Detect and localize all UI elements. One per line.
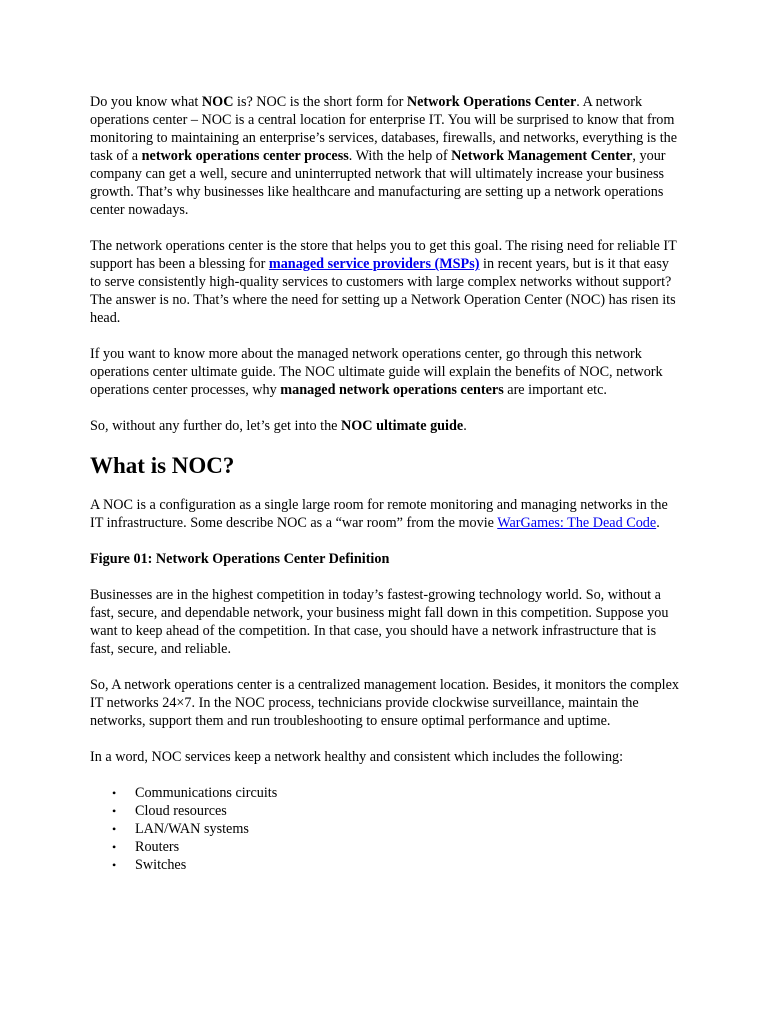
bullet-icon: • [112, 822, 117, 836]
competition-paragraph: Businesses are in the highest competition in today’s fastest-growing technology world. So, without a fast, secure, and dependable network, your business might fall down in this competition. Suppose you want to keep ahead of the competition. In that case, you should have a network infrastructure that is fast, secure, and reliable. [90, 587, 669, 657]
section-heading: What is NOC? [90, 453, 235, 478]
bold-term: Network Management Center [451, 148, 633, 164]
list-item [90, 820, 680, 838]
list-item [90, 838, 680, 856]
bullet-icon: • [112, 804, 117, 818]
list-item-text: Routers [135, 839, 180, 855]
bold-term: NOC ultimate guide [341, 418, 464, 434]
list-item-text: LAN/WAN systems [135, 821, 249, 837]
text-span: are important etc. [503, 382, 607, 398]
bullet-icon: • [112, 858, 117, 872]
text-span: in recent years, but is it that easy to serve consistently high-quality services to customers with large complex networks without support? The answer is no. That’s where the need for setting up a Network Operation Center (NOC) has risen its head. [90, 256, 676, 326]
services-intro-paragraph: In a word, NOC services keep a network healthy and consistent which includes the following: [90, 749, 624, 765]
list-item [90, 856, 680, 874]
definition-paragraph [90, 496, 680, 532]
text-span: is? NOC is the short form for [233, 94, 407, 110]
text-span: . With the help of [348, 148, 452, 164]
text-span: , your company can get a well, secure and uninterrupted network that will ultimately increase your business growth. That’s why businesses like healthcare and manufacturing are setting up a network operations center nowadays. [90, 148, 666, 218]
text-span: If you want to know more about the managed network operations center, go through this network operations center ultimate guide. The NOC ultimate guide will explain the benefits of NOC, network operations center processes, why [90, 346, 663, 398]
list-item [90, 784, 680, 802]
bold-term: managed network operations centers [280, 382, 504, 398]
document-body [90, 93, 680, 874]
wargames-link[interactable]: WarGames: The Dead Code [497, 515, 657, 531]
list-item-text: Cloud resources [135, 803, 227, 819]
list-item-text: Switches [135, 857, 187, 873]
lead-in-paragraph [90, 417, 680, 435]
bold-term: NOC [201, 94, 234, 110]
text-span: So, without any further do, let’s get into the [90, 418, 342, 434]
text-span: Do you know what [90, 94, 202, 110]
bullet-icon: • [112, 840, 117, 854]
text-span: . A network operations center – NOC is a central location for enterprise IT. You will be surprised to know that from monitoring to maintaining an enterprise’s services, databases, firewalls, and networks, everything is the task of a [90, 94, 678, 164]
intro-paragraph [90, 93, 680, 219]
msp-paragraph [90, 237, 680, 327]
bold-term: network operations center process [141, 148, 349, 164]
figure-caption [90, 550, 680, 568]
bullet-icon: • [112, 786, 117, 800]
text-span: . [463, 418, 467, 434]
services-list [90, 784, 680, 874]
text-span: . [656, 515, 660, 531]
bold-term: Network Operations Center [406, 94, 577, 110]
figure-caption-text: Figure 01: Network Operations Center Definition [90, 551, 390, 567]
text-span: The network operations center is the store that helps you to get this goal. The rising need for reliable IT support has been a blessing for [90, 238, 677, 272]
list-item [90, 802, 680, 820]
centralized-paragraph: So, A network operations center is a centralized management location. Besides, it monitors the complex IT networks 24×7. In the NOC process, technicians provide clockwise surveillance, maintain the networks, support them and run troubleshooting to ensure optimal performance and uptime. [90, 677, 680, 729]
msp-link[interactable]: managed service providers (MSPs) [268, 256, 480, 272]
guide-paragraph [90, 345, 680, 399]
list-item-text: Communications circuits [135, 785, 278, 801]
text-span: A NOC is a configuration as a single large room for remote monitoring and managing networks in the IT infrastructure. Some describe NOC as a “war room” from the movie [90, 497, 668, 531]
